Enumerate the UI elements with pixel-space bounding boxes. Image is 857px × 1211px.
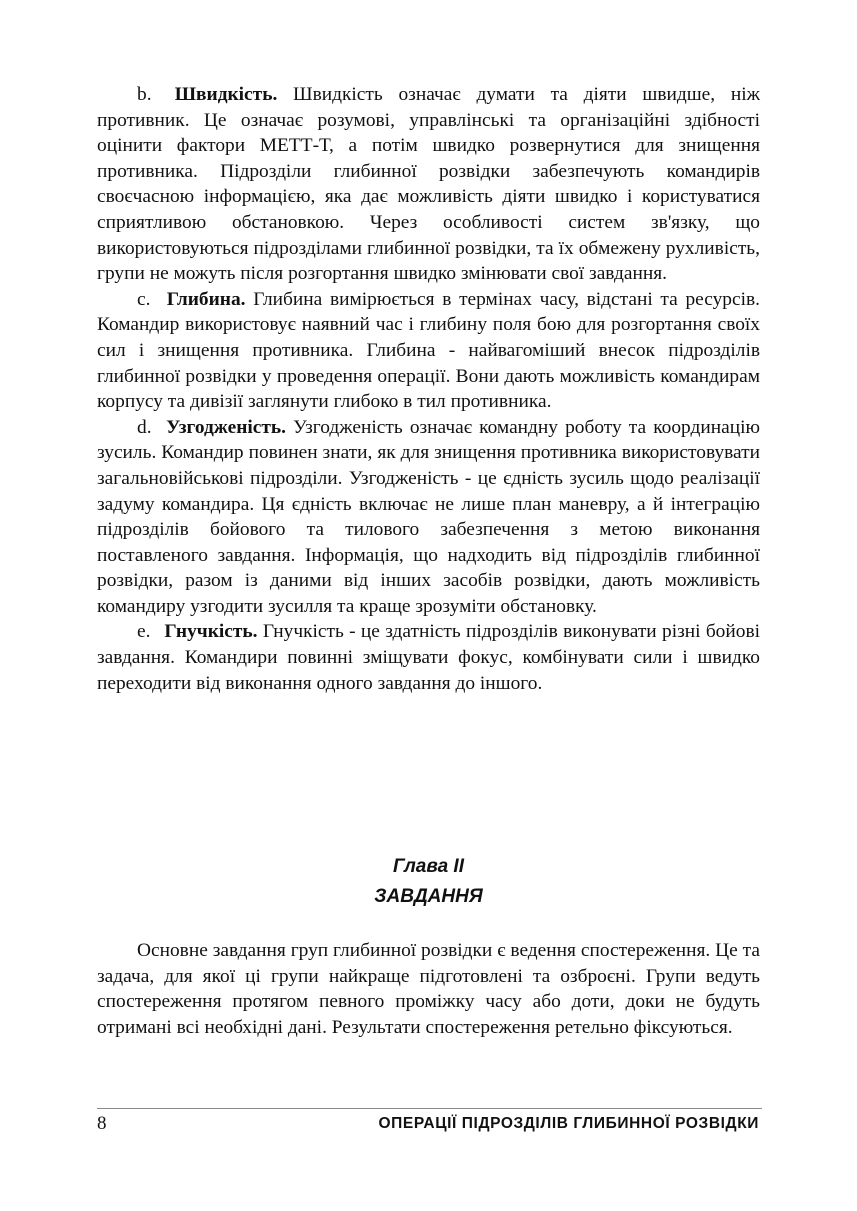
page-footer [97,1113,759,1135]
item-text: Глибина вимірюється в термінах часу, відстані та ресурсів. Командир використовує наявний час і глибину поля бою для розгортання своїх сил і знищення противника. Глибина - найвагоміший внесок підрозділів глибинної розвідки у проведення операції. Вони дають можливість командирам корпусу та дивізії заглянути глибоко в тил противника. [97,288,760,413]
item-text: Швидкість означає думати та діяти швидше, ніж противник. Це означає розумові, управлінські та організаційні здібності оцінити фактори МЕТТ-Т, а потім швидко розвернутися для знищення противника. Підрозділи глибинної розвідки забезпечують командирів своєчасною інформацією, яка дає можливість діяти швидко і користуватися сприятливою обстановкою. Через особливості систем зв'язку, що використовуються підрозділами глибинної розвідки, та їх обмежену рухливість, групи не можуть після розгортання швидко змінювати свої завдання. [97,84,760,285]
item-term: Гнучкість. [164,621,263,643]
item-marker: d. [137,416,152,438]
item-term: Узгодженість. [166,416,294,438]
item-marker: c. [137,288,151,310]
item-marker: e. [137,621,151,643]
chapter-title: ЗАВДАННЯ [374,886,483,907]
principles-list [97,82,760,696]
list-item [97,619,760,696]
page-number: 8 [97,1113,107,1134]
item-text: Узгодженість означає командну роботу та координацію зусиль. Командир повинен знати, як для знищення противника використовувати загальновійськові підрозділи. Узгодженість - це єдність зусиль щодо реалізації задуму командира. Ця єдність включає не лише план маневру, а й інтеграцію підрозділів бойового та тилового забезпечення з метою виконання поставленого завдання. Інформація, що надходить від підрозділів глибинної розвідки, разом із даними від інших засобів розвідки, дають можливість командиру узгодити зусилля та краще зрозуміти обстановку. [97,416,760,617]
list-item [97,287,760,415]
item-text: Гнучкість - це здатність підрозділів виконувати різні бойові завдання. Командири повинні зміщувати фокус, комбінувати сили і швидко переходити від виконання одного завдання до іншого. [97,621,760,694]
list-item [97,82,760,287]
item-marker: b. [137,84,152,105]
running-title: ОПЕРАЦІЇ ПІДРОЗДІЛІВ ГЛИБИННОЇ РОЗВІДКИ [378,1115,759,1132]
item-term: Глибина. [166,288,254,310]
item-term: Швидкість. [174,84,294,105]
body-paragraph: Основне завдання груп глибинної розвідки є ведення спостереження. Це та задача, для якої ці групи найкраще підготовлені та озброєні. Групи ведуть спостереження протягом певного проміжку часу або доти, доки не будуть отримані всі необхідні дані. Результати спостереження ретельно фіксуються. [97,940,760,1038]
list-item [97,415,760,620]
chapter-heading [97,854,760,910]
footer-divider [97,1108,762,1109]
page-content [97,82,760,1038]
chapter-number: Глава II [393,856,464,877]
